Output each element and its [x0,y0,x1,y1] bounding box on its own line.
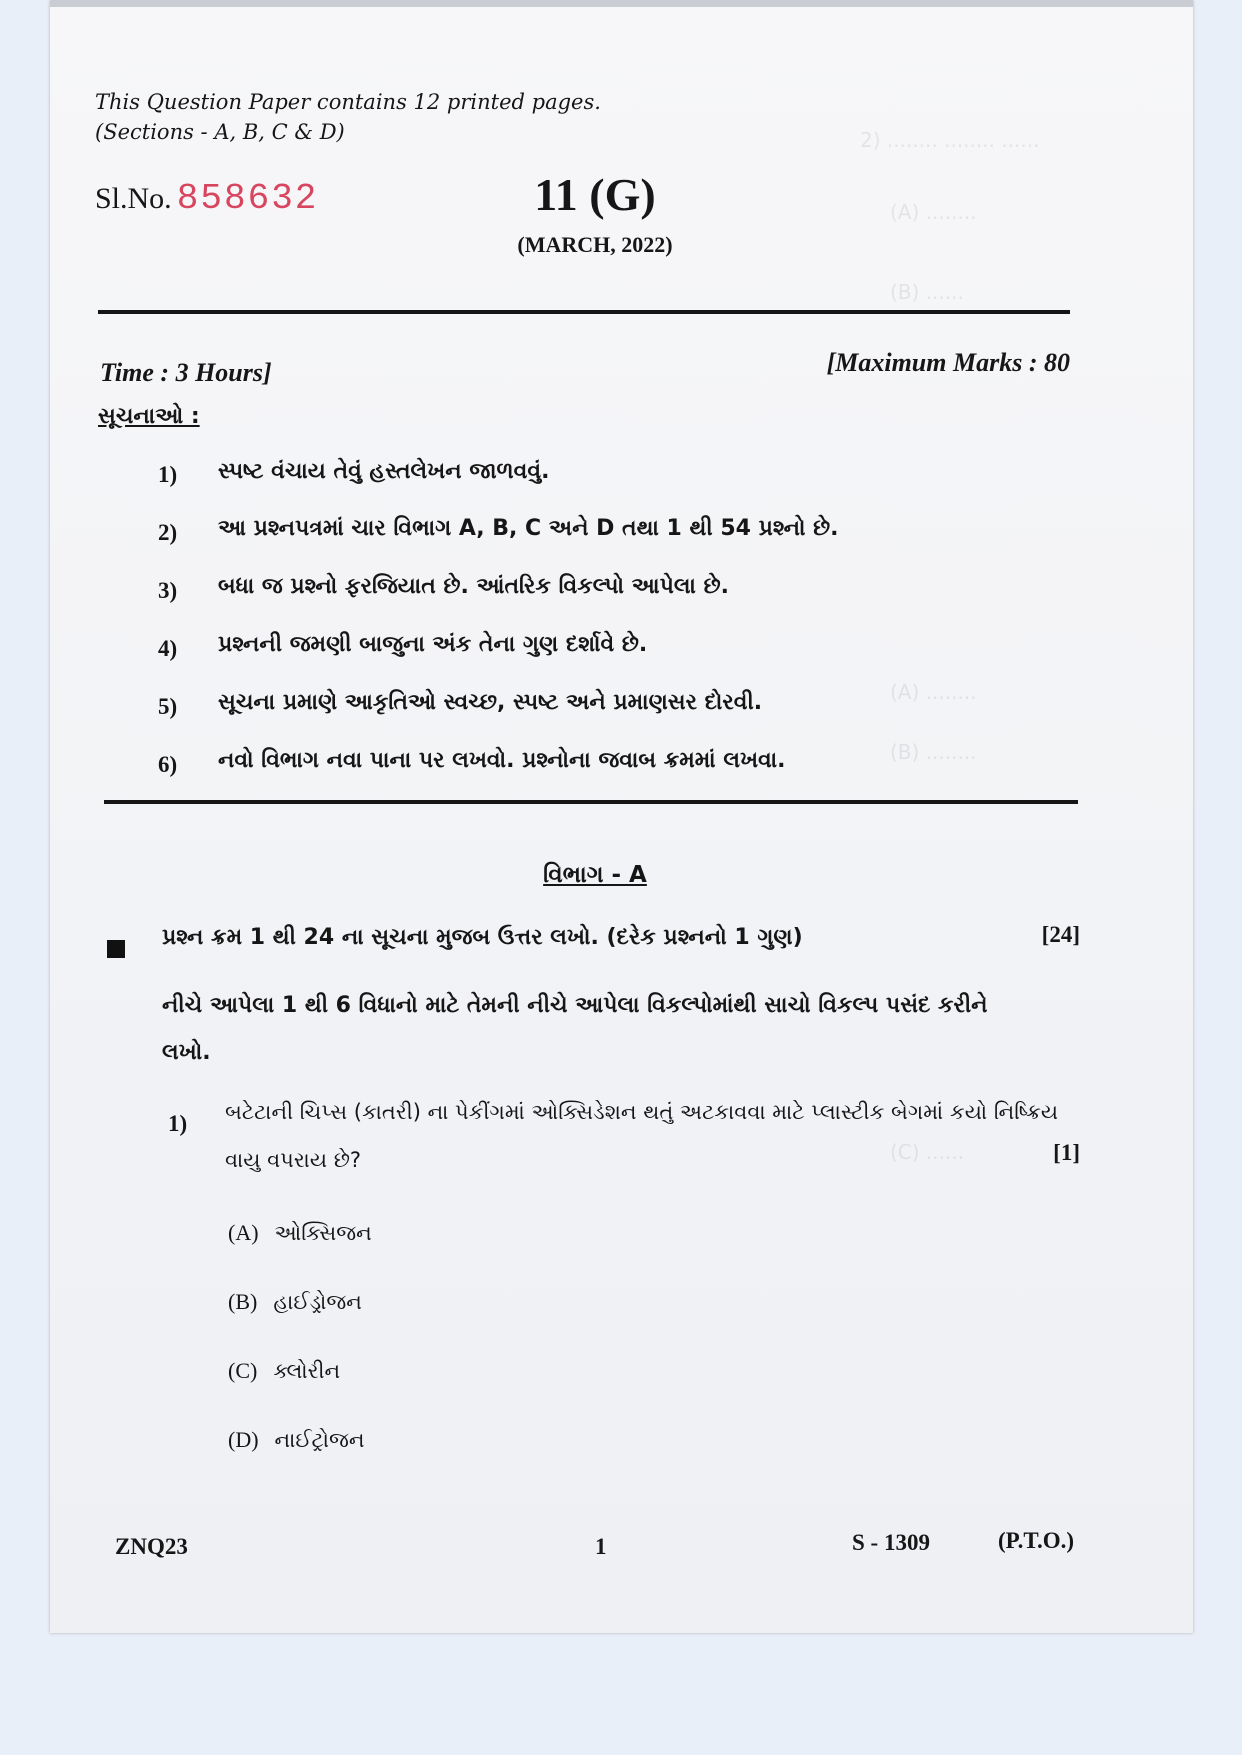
bleed-through-text: 2) ........ ........ ...... [860,128,1040,152]
instruction-number: 5) [158,694,178,719]
instructions-heading: સૂચનાઓ : [98,404,200,429]
option-b [228,1289,362,1315]
bleed-through-text: (B) ........ [890,740,977,764]
question-text-line2: વાયુ વપરાય છે? [225,1148,362,1172]
section-instruction: પ્રશ્ન ક્રમ 1 થી 24 ના સૂચના મુજબ ઉત્તર લખો. (દરેક પ્રશ્નનો 1 ગુણ) [162,925,803,950]
option-d [228,1427,365,1453]
option-text: ક્લોરીન [273,1359,341,1383]
bleed-through-text: (C) ...... [890,1140,965,1164]
question-number: 1) [168,1111,188,1136]
header-rule [98,310,1070,314]
serial-label: Sl.No. [95,182,172,215]
option-text: હાઈડ્રોજન [273,1290,362,1314]
series-code: S - 1309 [852,1530,930,1555]
footer-code: ZNQ23 [115,1534,188,1559]
instruction-text: સ્પષ્ટ વંચાય તેવું હસ્તલેખન જાળવવું. [218,459,550,484]
instruction-number: 1) [158,462,178,487]
sub-instruction-line1: નીચે આપેલા 1 થી 6 વિધાનો માટે તેમની નીચે આપેલા વિકલ્પોમાંથી સાચો વિકલ્પ પસંદ કરીને [162,993,988,1018]
sub-instruction-line2: લખો. [162,1040,211,1065]
instruction-number: 6) [158,752,178,777]
instruction-text: આ પ્રશ્નપત્રમાં ચાર વિભાગ A, B, C અને D તથા 1 થી 54 પ્રશ્નો છે. [218,516,839,541]
pto-label: (P.T.O.) [998,1528,1075,1553]
instruction-text: નવો વિભાગ નવા પાના પર લખવો. પ્રશ્નોના જવાબ ક્રમમાં લખવા. [218,748,786,773]
option-c [228,1358,340,1384]
serial-number: 858632 [176,178,319,219]
option-text: નાઈટ્રોજન [274,1428,365,1452]
question-marks: [1] [1053,1140,1080,1165]
instruction-number: 2) [158,520,178,545]
option-a [228,1220,372,1246]
option-label: (C) [228,1358,258,1383]
page-number: 1 [595,1534,607,1559]
option-label: (A) [228,1220,259,1245]
maximum-marks: [Maximum Marks : 80 [826,348,1070,377]
instruction-text: સૂચના પ્રમાણે આકૃતિઓ સ્વચ્છ, સ્પષ્ટ અને પ્રમાણસર દોરવી. [218,690,763,715]
instruction-text: બધા જ પ્રશ્નો ફરજિયાત છે. આંતરિક વિકલ્પો આપેલા છે. [218,574,729,599]
bleed-through-text: (B) ...... [890,280,964,304]
section-title: વિભાગ - A [543,862,647,888]
sections-line: (Sections - A, B, C & D) [95,120,345,144]
bleed-through-text: (A) ........ [890,200,977,224]
time-allowed: Time : 3 Hours] [100,358,272,387]
paper-code: 11 (G) [534,169,656,220]
option-text: ઓક્સિજન [274,1221,372,1245]
option-label: (D) [228,1427,259,1452]
instructions-rule [104,800,1078,804]
instruction-text: પ્રશ્નની જમણી બાજુના અંક તેના ગુણ દર્શાવે છે. [218,632,648,657]
instruction-number: 3) [158,578,178,603]
scan-top-edge [50,0,1193,7]
square-bullet-icon [107,940,125,958]
exam-date: (MARCH, 2022) [517,232,673,257]
section-marks: [24] [1041,922,1080,947]
question-paper-page [50,0,1193,1633]
instruction-number: 4) [158,636,178,661]
pages-line: This Question Paper contains 12 printed pages. [95,90,601,114]
option-label: (B) [228,1289,258,1314]
bleed-through-text: (A) ........ [890,680,977,704]
question-text-line1: બટેટાની ચિપ્સ (કાતરી) ના પેકીંગમાં ઓક્સિડેશન થતું અટકાવવા માટે પ્લાસ્ટીક બેગમાં કયો નિષ્ક્રિય [225,1100,1059,1124]
